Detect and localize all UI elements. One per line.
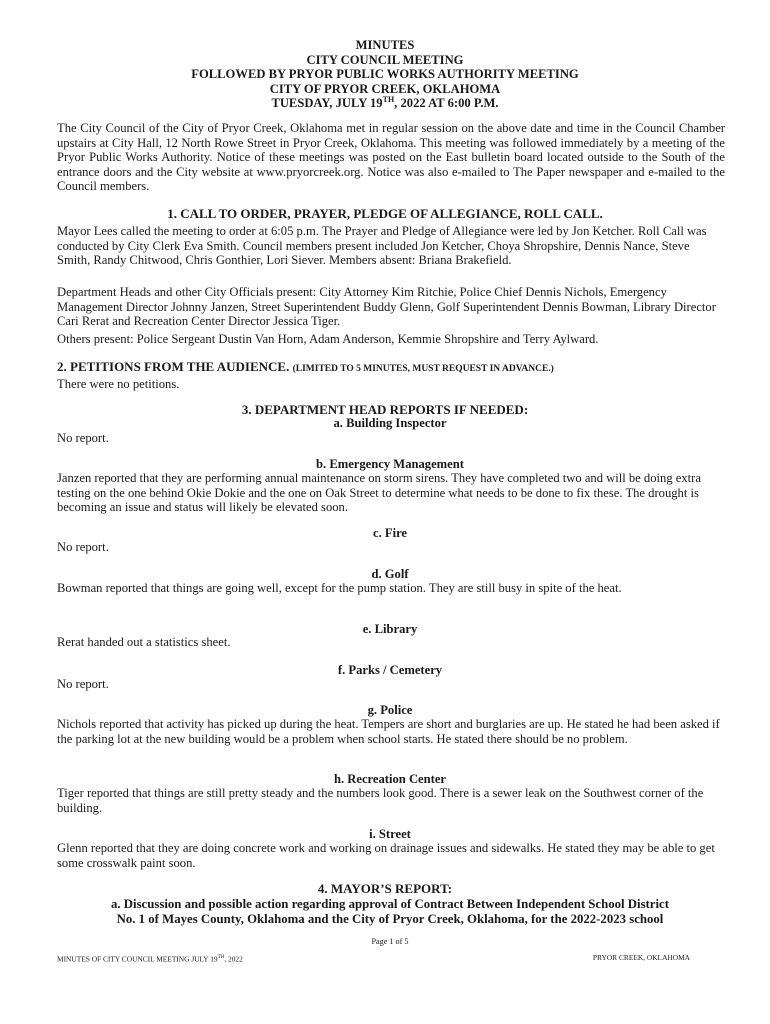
section-2-heading-text: 2. PETITIONS FROM THE AUDIENCE. (57, 359, 290, 374)
subsection-g-text: Nichols reported that activity has picked up during the heat. Tempers are short and burglaries are up. He stated he had been asked if the parking lot at the new building would be a problem when school starts. He stated there should be no problem. (57, 717, 720, 746)
subsection-b-text: Janzen reported that they are performing annual maintenance on storm sirens. They have completed two and will be doing extra testing on the one behind Okie Dokie and the one on Oak Street to determine what needs to be done to fix these. The drought is becoming an issue and status will likely be elevated soon. (57, 471, 701, 515)
section-2-heading (57, 360, 725, 377)
title-line-2: CITY COUNCIL MEETING (306, 52, 464, 67)
intro-paragraph: The City Council of the City of Pryor Creek, Oklahoma met in regular session on the above date and time in the Council Chamber upstairs at City Hall, 12 North Rowe Street in Pryor Creek, Oklahoma. This meeting was followed immediately by a meeting of the Pryor Public Works Authority. Notice of these meetings was posted on the East bulletin board located outside to the South of the entrance doors and the City website at www.pryorcreek.org. Notice was also e-mailed to The Paper newspaper and e-mailed to the Council members. (57, 121, 725, 194)
subsection-a-title: a. Building Inspector (333, 416, 447, 430)
section-2-text: There were no petitions. (57, 376, 180, 391)
title-line-3: FOLLOWED BY PRYOR PUBLIC WORKS AUTHORITY MEETING (191, 67, 579, 82)
subsection-c-text: No report. (57, 540, 109, 554)
subsection-e-text: Rerat handed out a statistics sheet. (57, 635, 231, 649)
section-2 (57, 360, 725, 391)
subsection-a-text: No report. (57, 431, 109, 445)
title-date-time: , 2022 AT 6:00 P.M. (394, 96, 499, 111)
subsection-f-title: f. Parks / Cemetery (337, 663, 443, 677)
subsection-g-title: g. Police (367, 703, 413, 717)
section-1-heading: 1. CALL TO ORDER, PRAYER, PLEDGE OF ALLEGIANCE, ROLL CALL. (167, 206, 603, 221)
subsection-c-title: c. Fire (372, 526, 408, 540)
footer-left-text: MINUTES OF CITY COUNCIL MEETING JULY 19 (57, 954, 218, 964)
document-title (0, 38, 770, 111)
subsection-i-title: i. Street (369, 827, 411, 841)
footer-left-suffix: TH (217, 955, 225, 960)
footer-right: PRYOR CREEK, OKLAHOMA (592, 953, 690, 962)
section-1-paragraph-3: Others present: Police Sergeant Dustin Van Horn, Adam Anderson, Kemmie Shropshire and Terry Aylward. (57, 332, 599, 346)
section-4-item-a-line-2: No. 1 of Mayes County, Oklahoma and the City of Pryor Creek, Oklahoma, for the 2022-2023 school (116, 912, 664, 926)
title-date-suffix: TH (382, 95, 395, 105)
subsection-b-title: b. Emergency Management (316, 457, 464, 471)
subsection-e-title: e. Library (362, 622, 418, 636)
subsection-d-text: Bowman reported that things are going well, except for the pump station. They are still busy in spite of the heat. (57, 581, 622, 595)
footer-left (57, 951, 243, 967)
subsection-d-title: d. Golf (371, 567, 409, 581)
footer-left-year: , 2022 (224, 954, 243, 964)
section-1-paragraph-2: Department Heads and other City Officials present: City Attorney Kim Ritchie, Police Chief Dennis Nichols, Emergency Management Director Johnny Janzen, Street Superintendent Buddy Glenn, Golf Superintendent Dennis Bowman, Library Director Cari Rerat and Recreation Center Director Jessica Tiger. (57, 285, 716, 329)
title-date-text: TUESDAY, JULY 19 (271, 96, 383, 111)
section-3-heading: 3. DEPARTMENT HEAD REPORTS IF NEEDED: (241, 402, 529, 417)
subsection-f-text: No report. (57, 677, 109, 691)
page-number: Page 1 of 5 (371, 937, 409, 946)
section-2-note: (LIMITED TO 5 MINUTES, MUST REQUEST IN ADVANCE.) (292, 364, 554, 374)
title-line-5 (0, 96, 770, 111)
section-4-item-a-line-1: a. Discussion and possible action regarding approval of Contract Between Independent School District (110, 897, 669, 911)
title-line-4: CITY OF PRYOR CREEK, OKLAHOMA (269, 81, 501, 96)
subsection-h-text: Tiger reported that things are still pretty steady and the numbers look good. There is a sewer leak on the Southwest corner of the building. (57, 786, 704, 815)
title-line-1: MINUTES (355, 38, 415, 52)
section-4-heading: 4. MAYOR’S REPORT: (317, 881, 453, 896)
subsection-i-text: Glenn reported that they are doing concrete work and working on drainage issues and sidewalks. He stated they may be able to get some crosswalk paint soon. (57, 841, 715, 870)
section-1-paragraph-1: Mayor Lees called the meeting to order at 6:05 p.m. The Prayer and Pledge of Allegiance were led by Jon Ketcher. Roll Call was conducted by City Clerk Eva Smith. Council members present included Jon Ketcher, Choya Shropshire, Dennis Nance, Steve Smith, Randy Chitwood, Chris Gonthier, Lori Siever. Members absent: Briana Brakefield. (57, 224, 707, 268)
subsection-h-title: h. Recreation Center (333, 772, 447, 786)
